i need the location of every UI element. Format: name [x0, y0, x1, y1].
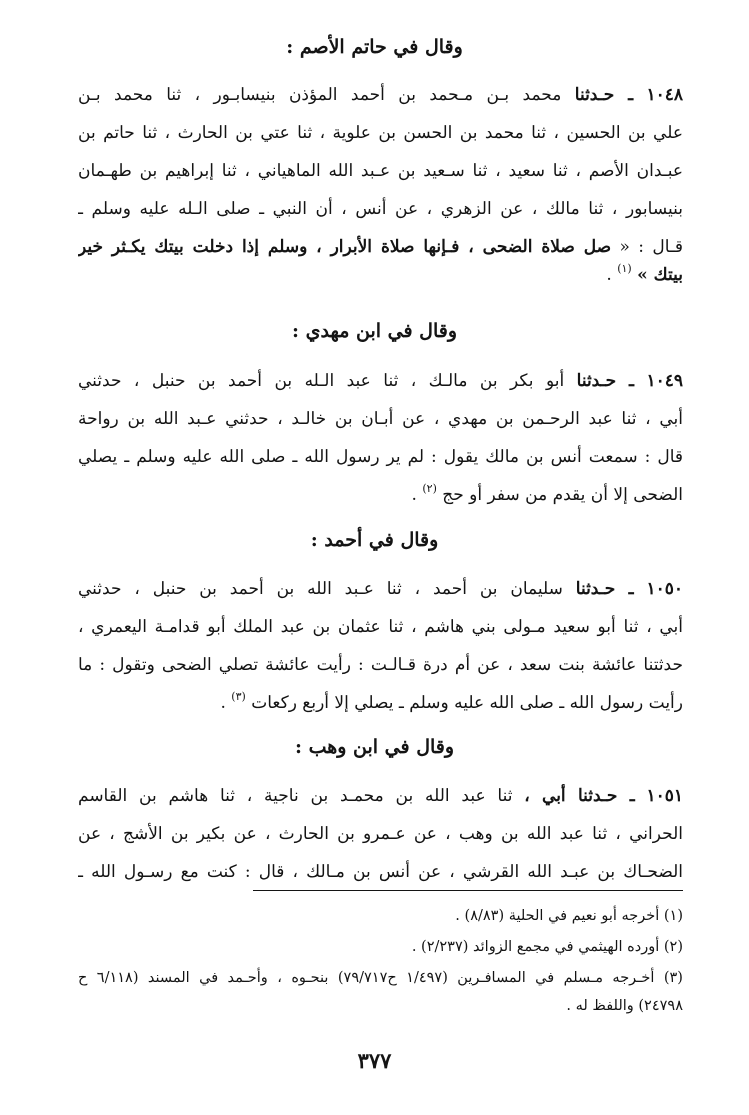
section-heading-ibn-wahb: وقال في ابن وهب :: [294, 736, 455, 758]
hadith-line: ١٠٥١ ـ حـدثنا أبي ، ثنا عبد الله بن محمـد بن ناجية ، ثنا هاشم بن القاسم: [78, 786, 683, 806]
footnote-ref: (٢): [422, 482, 437, 495]
hadith-line: ١٠٤٨ ـ حـدثنا محمد بـن مـحمد بن أحمد المؤذن بنيسابـور ، ثنا محمد بـن: [78, 85, 683, 105]
hadith-line: حدثتنا عائشة بنت سعد ، عن أم درة قـالـت : رأيت عائشة تصلي الضحى وتقول : ما: [78, 655, 683, 675]
hadith-number: ١٠٤٨: [646, 85, 683, 105]
hadith-1049: [78, 362, 683, 514]
hadith-lead: ـ حـدثنا: [575, 579, 634, 599]
footnote-3: (٣) أخـرجه مـسلم في المسافـرين (١/٤٩٧ ح٧٩/٧١٧) بنحـوه ، وأحـمد في المسند (٦/١١٨ ح: [78, 970, 683, 986]
hadith-line: الحراني ، ثنا عبد الله بن وهب ، عن عـمرو بن الحارث ، عن بكير بن الأشج ، عن: [78, 824, 683, 844]
hadith-line: الضحـاك بن عبـد الله القرشي ، عن أنس بن مـالك ، قال : كنت مع رسـول الله ـ: [78, 862, 683, 882]
section-heading-ibn-mahdi: وقال في ابن مهدي :: [291, 320, 458, 342]
footnote-separator: [253, 890, 683, 891]
hadith-line: قـال : « صل صلاة الضحى ، فـإنها صلاة الأبرار ، وسلم إذا دخلت بيتك يكـثر خير: [78, 237, 683, 257]
hadith-line: قال : سمعت أنس بن مالك يقول : لم ير رسول الله ـ صلى الله عليه وسلم ـ يصلي: [78, 447, 683, 467]
footnote-3-continued: ٢٤٧٩٨) واللفظ له .: [566, 998, 683, 1014]
hadith-line: أبي ، ثنا أبو سعيد مـولى بني هاشم ، ثنا عثمان بن عبد الملك أبو قدامـة اليعمري ،: [78, 617, 683, 637]
hadith-line: علي بن الحسين ، ثنا محمد بن الحسن بن علوية ، ثنا عتي بن الحارث ، ثنا حاتم بن: [78, 123, 683, 143]
hadith-line: بيتك » $^{(١)}$ .: [606, 262, 683, 285]
hadith-1048: [78, 76, 683, 294]
footnote-2: (٢) أورده الهيثمي في مجمع الزوائد (٢/٢٣٧) .: [411, 939, 683, 955]
hadith-line: ١٠٤٩ ـ حـدثنا أبو بكر بن مالـك ، ثنا عبد الـله بن أحمد بن حنبل ، حدثني: [78, 371, 683, 391]
page-number: ٣٧٧: [357, 1048, 392, 1073]
hadith-number: ١٠٤٩: [646, 371, 683, 391]
hadith-line: رأيت رسول الله ـ صلى الله عليه وسلم ـ يصلي إلا أربع ركعات $^{(٣)}$ .: [220, 690, 683, 713]
hadith-line: عبـدان الأصم ، ثنا سعيد ، ثنا سـعيد بن عـبد الله الماهياني ، ثنا إبراهيم بن طهـمان: [78, 161, 683, 181]
hadith-quote: صل صلاة الضحى ، فـإنها صلاة الأبرار ، وسلم إذا دخلت بيتك يكـثر خير: [78, 237, 612, 257]
hadith-lead: ـ حـدثنا: [576, 371, 635, 391]
footnote-ref: (٣): [231, 690, 246, 703]
hadith-lead: ـ حـدثنا: [574, 85, 634, 105]
section-heading-hatim: وقال في حاتم الأصم :: [286, 36, 463, 58]
footnote-ref: (١): [617, 262, 632, 275]
hadith-line: ١٠٥٠ ـ حـدثنا سليمان بن أحمد ، ثنا عـبد الله بن أحمد بن حنبل ، حدثني: [78, 579, 683, 599]
hadith-lead: ـ حـدثنا أبي ،: [524, 786, 635, 806]
hadith-1050: [78, 570, 683, 722]
hadith-line: بنيسابور ، ثنا مالك ، عن الزهري ، عن أنس ، أن النبي ـ صلى الـله عليه وسلم ـ: [78, 199, 683, 219]
section-heading-ahmad: وقال في أحمد :: [310, 529, 439, 551]
hadith-1051: [78, 777, 683, 891]
hadith-line: أبي ، ثنا عبد الرحـمن بن مهدي ، عن أبـان بن خالـد ، حدثني عـبد الله بن رواحة: [78, 409, 683, 429]
hadith-number: ١٠٥٠: [646, 579, 683, 599]
footnote-1: (١) أخرجه أبو نعيم في الحلية (٨/٨٣) .: [455, 908, 683, 924]
hadith-line: الضحى إلا أن يقدم من سفر أو حج $^{(٢)}$ .: [411, 482, 683, 505]
hadith-number: ١٠٥١: [646, 786, 683, 806]
